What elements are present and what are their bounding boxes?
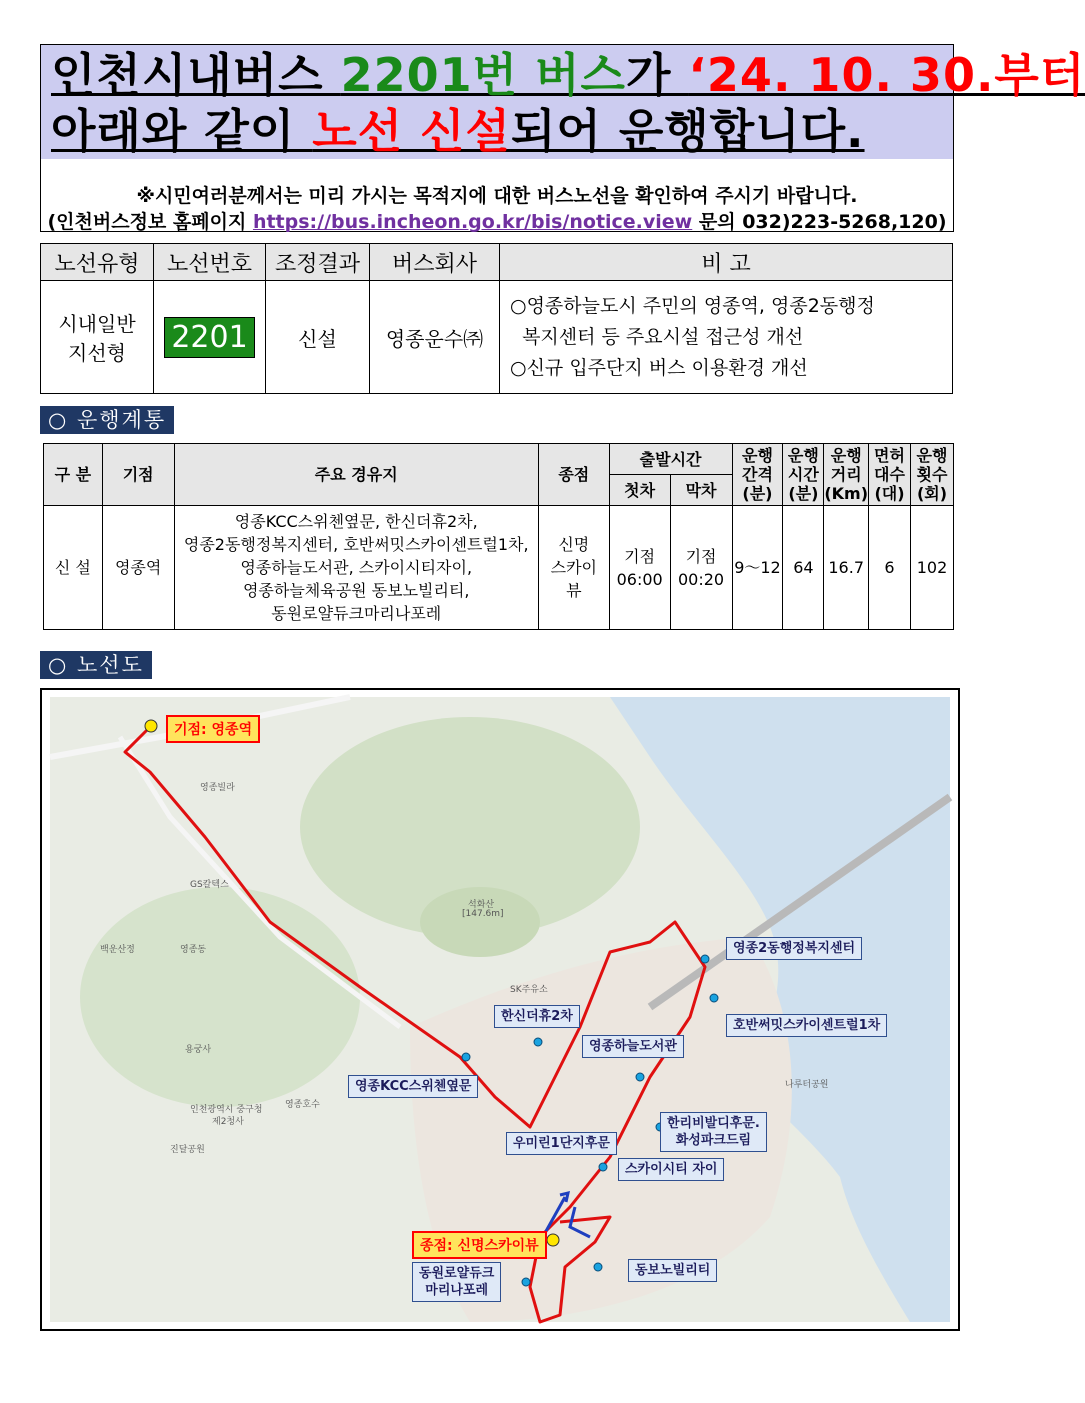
op-time-h2: 시간 — [787, 465, 819, 484]
op-col-buses — [869, 444, 911, 506]
summary-header-row — [41, 244, 953, 281]
op-end-cell — [538, 506, 609, 630]
stop-label-library: 영종하늘도서관 — [582, 1035, 684, 1058]
place-paekun: 백운산정 — [100, 945, 135, 955]
op-distance-cell: 16.7 — [824, 506, 869, 630]
op-interval-cell: 9～12 — [732, 506, 783, 630]
route-map[interactable] — [50, 697, 950, 1322]
stop-label-dongwon-line-1: 동원로얄듀크 — [419, 1266, 495, 1281]
place-gs: GS칼텍스 — [190, 880, 229, 890]
op-col-via: 주요 경유지 — [174, 444, 538, 506]
remark-cell — [500, 281, 953, 394]
notice-header — [40, 44, 1085, 233]
op-via-line-5: 동원로얄듀크마리나포레 — [271, 604, 442, 623]
place-seokhwasan-height: [147.6m] — [462, 909, 504, 919]
op-first-cell — [609, 506, 670, 630]
headline-line-1 — [51, 47, 1085, 103]
place-sk: SK주유소 — [510, 985, 548, 995]
op-end-line-2: 스카이 — [550, 558, 597, 577]
start-point-marker — [145, 720, 157, 732]
op-count-h2: 횟수 — [916, 465, 948, 484]
place-nuriteo: 나루터공원 — [785, 1080, 829, 1090]
stop-label-welfare: 영종2동행정복지센터 — [726, 937, 862, 960]
op-end-line-3: 뷰 — [566, 581, 582, 600]
notice-header-banner — [41, 45, 1085, 159]
col-route-type: 노선유형 — [41, 244, 154, 281]
op-via-cell — [174, 506, 538, 630]
op-col-first: 첫차 — [609, 475, 670, 506]
col-route-number: 노선번호 — [154, 244, 266, 281]
end-terminal-label: 종점: 신명스카이뷰 — [412, 1231, 547, 1259]
op-last-cell — [670, 506, 732, 630]
place-yeongjonghosu: 영종호수 — [285, 1100, 320, 1110]
op-first-line-2: 06:00 — [616, 569, 663, 589]
operation-header-row-1 — [44, 444, 954, 475]
bus-info-link[interactable]: https://bus.incheon.go.kr/bis/notice.view — [252, 211, 693, 233]
op-col-start: 기점 — [102, 444, 174, 506]
stop-label-skycity: 스카이시티 자이 — [618, 1158, 724, 1181]
place-jindal: 진달공원 — [170, 1145, 205, 1155]
op-count-cell: 102 — [910, 506, 953, 630]
company-cell: 영종운수㈜ — [370, 281, 500, 394]
operation-row — [44, 506, 954, 630]
notice-contact — [41, 207, 953, 234]
op-via-line-1: 영종KCC스위첸옆문, 한신더휴2차, — [234, 512, 478, 531]
op-col-time — [783, 444, 824, 506]
notice-text: ※시민여러분께서는 미리 가시는 목적지에 대한 버스노선을 확인하여 주시기 바랍니다. — [136, 185, 858, 207]
remark-1a: ○영종하늘도시 주민의 영종역, 영종2동행정 — [510, 294, 875, 317]
summary-row — [41, 281, 953, 394]
op-col-division: 구 분 — [44, 444, 103, 506]
op-via-line-3: 영종하늘도서관, 스카이시티자이, — [240, 558, 473, 577]
op-buses-h1: 면허 — [874, 446, 905, 465]
op-last-line-2: 00:20 — [678, 569, 725, 589]
green-area — [80, 887, 360, 1107]
op-col-last: 막차 — [670, 475, 732, 506]
start-terminal-label: 기점: 영종역 — [166, 715, 260, 743]
op-interval-h3: (분) — [742, 484, 773, 503]
stop-label-hanri — [660, 1112, 767, 1152]
route-type-cell — [41, 281, 154, 394]
op-time-cell: 64 — [783, 506, 824, 630]
stop-marker — [522, 1278, 530, 1286]
notice-contact-phone: 문의 032)223-5268,120) — [692, 211, 947, 233]
op-interval-h2: 간격 — [742, 465, 773, 484]
stop-label-dongbo: 동보노빌리티 — [628, 1259, 717, 1282]
op-distance-h2: 거리 — [830, 465, 862, 484]
stop-label-dongwon-line-2: 마리나포레 — [425, 1283, 489, 1298]
headline-particle: 가 — [626, 48, 689, 102]
place-yonggongsa: 용궁사 — [185, 1045, 212, 1055]
stop-label-hanri-line-1: 한리비발디후문. — [667, 1116, 760, 1131]
remark-2: ○신규 입주단지 버스 이용환경 개선 — [510, 356, 808, 379]
headline-date: ‘24. 10. 30.부터 — [688, 48, 1085, 102]
place-gucheong-2: 제2청사 — [212, 1117, 244, 1127]
route-type-line-1: 시내일반 — [58, 312, 136, 336]
place-yeongjongdong: 영종동 — [180, 945, 207, 955]
op-via-line-4: 영종하늘체육공원 동보노빌리티, — [242, 581, 470, 600]
end-point-marker — [547, 1234, 559, 1246]
stop-marker — [599, 1163, 607, 1171]
op-distance-h3: (Km) — [824, 484, 869, 503]
stop-label-dongwon — [412, 1262, 501, 1302]
op-buses-cell: 6 — [869, 506, 911, 630]
col-result: 조정결과 — [266, 244, 370, 281]
stop-label-hoban: 호반써밋스카이센트럴1차 — [726, 1014, 887, 1037]
op-count-h1: 운행 — [916, 446, 948, 465]
col-company: 버스회사 — [370, 244, 500, 281]
remark-1b: 복지센터 등 주요시설 접근성 개선 — [510, 325, 804, 348]
headline2-prefix: 아래와 같이 — [51, 104, 313, 158]
headline2-new-route: 노선 신설 — [312, 104, 511, 158]
op-start-cell: 영종역 — [102, 506, 174, 630]
op-col-depart: 출발시간 — [609, 444, 732, 475]
op-count-h3: (회) — [916, 484, 948, 503]
route-type-line-2: 지선형 — [68, 341, 126, 365]
op-distance-h1: 운행 — [830, 446, 862, 465]
stop-marker — [534, 1038, 542, 1046]
op-first-line-1: 기점 — [624, 546, 656, 566]
stop-marker — [462, 1053, 470, 1061]
stop-marker — [710, 994, 718, 1002]
op-col-end: 종점 — [538, 444, 609, 506]
notice-contact-prefix: (인천버스정보 홈페이지 — [47, 211, 253, 233]
op-via-line-2: 영종2동행정복지센터, 호반써밋스카이센트럴1차, — [183, 535, 529, 554]
headline2-suffix: 되어 운행합니다. — [510, 104, 865, 158]
headline-line-2 — [51, 103, 865, 159]
route-summary-table — [40, 243, 953, 394]
op-end-line-1: 신명 — [558, 535, 590, 554]
col-remark: 비 고 — [500, 244, 953, 281]
stop-label-hanri-line-2: 화성파크드림 — [675, 1133, 752, 1148]
stop-marker — [701, 955, 709, 963]
headline-route: 2201번 버스 — [340, 48, 626, 102]
headline-prefix: 인천시내버스 — [51, 48, 341, 102]
op-last-line-1: 기점 — [685, 546, 717, 566]
stop-label-umirin: 우미린1단지후문 — [506, 1132, 617, 1155]
stop-label-hanshin: 한신더휴2차 — [494, 1005, 580, 1028]
stop-marker — [636, 1073, 644, 1081]
route-number-badge: 2201 — [164, 317, 254, 358]
route-map-frame — [40, 688, 960, 1331]
op-interval-h1: 운행 — [742, 446, 773, 465]
op-col-interval — [732, 444, 783, 506]
stop-marker — [594, 1263, 602, 1271]
section-operation-title: ○ 운행계통 — [40, 406, 174, 434]
op-time-h1: 운행 — [787, 446, 819, 465]
stop-label-kcc: 영종KCC스위첸옆문 — [348, 1075, 478, 1098]
place-yeongjongvilla: 영종빌라 — [200, 783, 235, 793]
op-col-distance — [824, 444, 869, 506]
op-col-count — [910, 444, 953, 506]
result-cell: 신설 — [266, 281, 370, 394]
op-buses-h3: (대) — [874, 484, 905, 503]
place-gucheong-1: 인천광역시 중구청 — [190, 1105, 263, 1115]
route-number-cell — [154, 281, 266, 394]
section-map-title: ○ 노선도 — [40, 651, 152, 679]
operation-table — [43, 443, 954, 630]
op-buses-h2: 대수 — [874, 465, 905, 484]
place-seokhwasan: 석화산 — [468, 900, 495, 910]
op-division-cell: 신 설 — [44, 506, 103, 630]
op-time-h3: (분) — [788, 484, 819, 503]
